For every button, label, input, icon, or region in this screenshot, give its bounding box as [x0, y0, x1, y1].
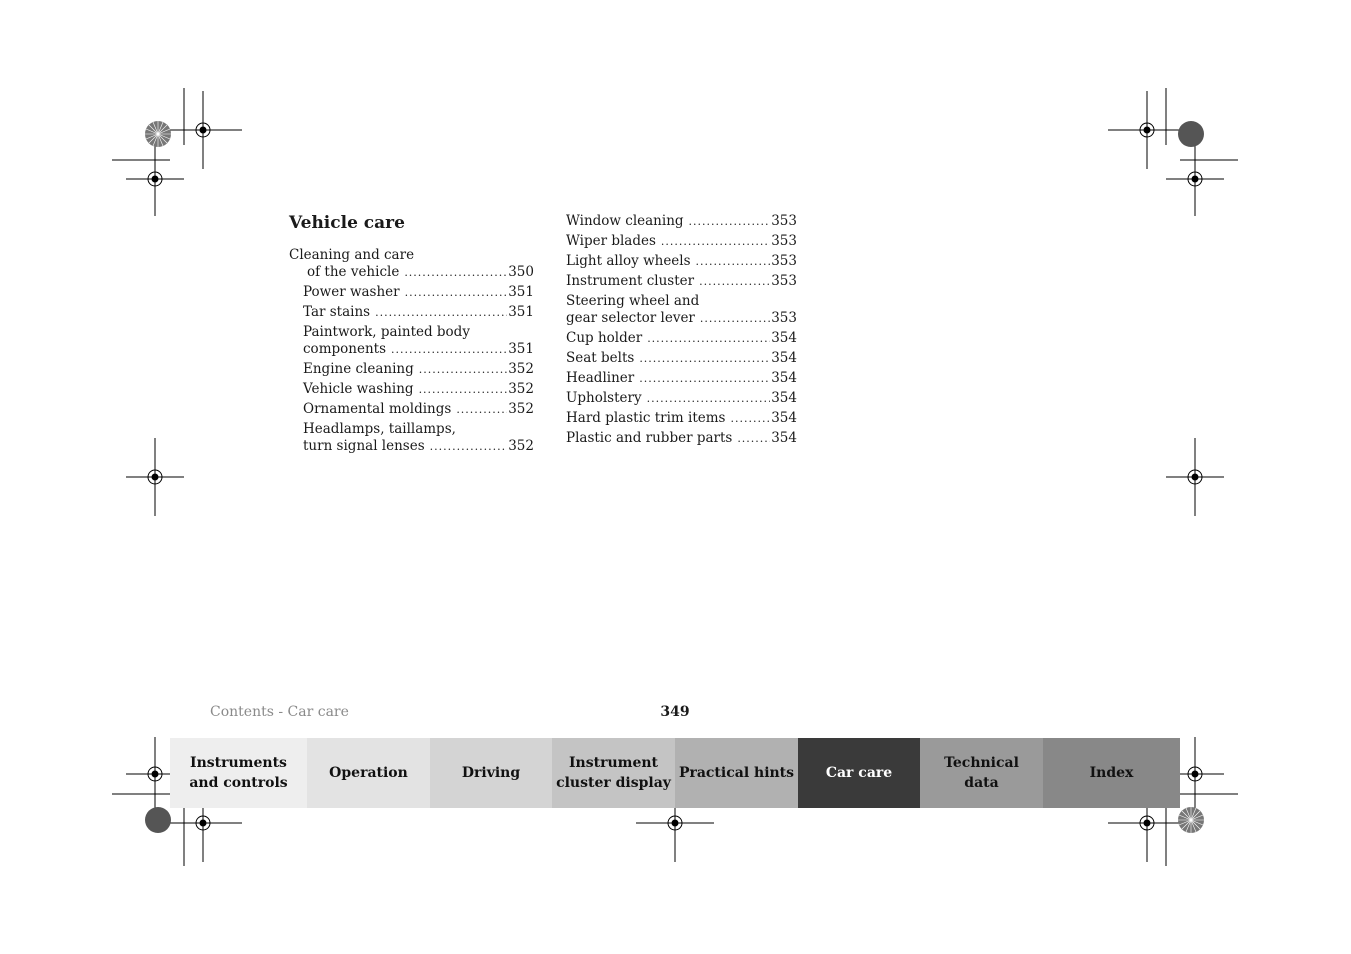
toc-entry-page: 351: [508, 284, 534, 300]
tab-operation[interactable]: [307, 738, 430, 808]
chapter-tabs: [170, 738, 1180, 808]
toc-entry-page: 353: [771, 310, 797, 326]
toc-entry[interactable]: [289, 421, 534, 455]
toc-entry-page: 352: [508, 401, 534, 417]
tab-label: Car care: [825, 765, 893, 781]
dot-leader: [419, 361, 507, 378]
toc-entry-text: components: [303, 341, 386, 357]
toc-entry[interactable]: [289, 401, 534, 418]
tab-instrument-cluster-display[interactable]: [552, 738, 675, 808]
toc-entry[interactable]: [566, 213, 797, 230]
toc-entry-page: 354: [771, 350, 797, 366]
toc-entry-page: 354: [771, 410, 797, 426]
dot-leader: [456, 401, 507, 418]
toc-entry-text: Upholstery: [566, 390, 642, 406]
toc-column-1: [289, 247, 534, 458]
dot-leader: [375, 304, 507, 321]
toc-entry[interactable]: [566, 233, 797, 250]
toc-entry-text: Vehicle washing: [303, 381, 414, 397]
dot-leader: [661, 233, 770, 250]
toc-entry[interactable]: [566, 350, 797, 367]
toc-entry-text: of the vehicle: [307, 264, 400, 280]
toc-entry-lead: Headlamps, taillamps,: [303, 421, 456, 437]
toc-entry-text: Power washer: [303, 284, 400, 300]
dot-leader: [430, 438, 508, 455]
toc-entry-page: 353: [771, 213, 797, 229]
tab-instruments-and-controls[interactable]: [170, 738, 307, 808]
toc-entry-page: 354: [771, 370, 797, 386]
toc-entry-page: 353: [771, 253, 797, 269]
tab-label: Driving: [461, 765, 521, 781]
toc-entry-text: Light alloy wheels: [566, 253, 691, 269]
toc-entry[interactable]: [566, 253, 797, 270]
toc-entry[interactable]: [566, 410, 797, 427]
tab-index[interactable]: [1043, 738, 1180, 808]
toc-entry[interactable]: [289, 284, 534, 301]
dot-leader: [419, 381, 508, 398]
toc-entry[interactable]: [566, 430, 797, 447]
toc-entry[interactable]: [566, 293, 797, 327]
toc-entry[interactable]: [566, 273, 797, 290]
tab-label: Technical data: [944, 755, 1019, 791]
toc-entry[interactable]: [289, 361, 534, 378]
toc-entry[interactable]: [289, 304, 534, 321]
toc-entry-text: Plastic and rubber parts: [566, 430, 733, 446]
toc-entry-page: 354: [771, 430, 797, 446]
toc-entry[interactable]: [566, 370, 797, 387]
tab-car-care[interactable]: [798, 738, 920, 808]
toc-entry[interactable]: [566, 330, 797, 347]
toc-entry-text: Ornamental moldings: [303, 401, 452, 417]
dot-leader: [699, 273, 770, 290]
footer-section-label: Contents - Car care: [210, 704, 349, 720]
dot-leader: [405, 284, 508, 301]
toc-entry-page: 352: [508, 361, 534, 377]
toc-entry-lead: Cleaning and care: [289, 247, 415, 263]
dot-leader: [391, 341, 507, 358]
toc-entry-page: 352: [508, 381, 534, 397]
page-number: 349: [660, 704, 690, 720]
toc-entry-page: 354: [771, 330, 797, 346]
toc-entry-text: Window cleaning: [566, 213, 684, 229]
toc-entry-page: 353: [771, 233, 797, 249]
dot-leader: [700, 310, 770, 327]
toc-entry-text: Seat belts: [566, 350, 635, 366]
toc-entry-text: Tar stains: [303, 304, 371, 320]
tab-label: Instruments and controls: [189, 755, 288, 791]
toc-entry-page: 351: [508, 304, 534, 320]
dot-leader: [689, 213, 771, 230]
dot-leader: [737, 430, 770, 447]
toc-column-2: [566, 213, 797, 450]
toc-entry-text: Wiper blades: [566, 233, 656, 249]
toc-entry-page: 352: [508, 438, 534, 454]
toc-entry-text: Hard plastic trim items: [566, 410, 726, 426]
toc-entry-text: Headliner: [566, 370, 635, 386]
toc-entry[interactable]: [289, 247, 534, 281]
dot-leader: [696, 253, 771, 270]
tab-label: Practical hints: [678, 765, 795, 781]
toc-entry-page: 354: [771, 390, 797, 406]
tab-practical-hints[interactable]: [675, 738, 798, 808]
tab-label: Operation: [329, 765, 408, 781]
dot-leader: [639, 370, 770, 387]
toc-entry-text: turn signal lenses: [303, 438, 425, 454]
dot-leader: [647, 390, 771, 407]
dot-leader: [404, 264, 507, 281]
dot-leader: [647, 330, 770, 347]
tab-label: Index: [1089, 765, 1134, 781]
toc-entry-text: Cup holder: [566, 330, 643, 346]
toc-entry-text: gear selector lever: [566, 310, 695, 326]
section-title: Vehicle care: [289, 213, 405, 233]
dot-leader: [639, 350, 770, 367]
toc-entry[interactable]: [566, 390, 797, 407]
toc-entry-text: Instrument cluster: [566, 273, 695, 289]
tab-driving[interactable]: [430, 738, 552, 808]
tab-technical-data[interactable]: [920, 738, 1043, 808]
toc-entry-lead: Steering wheel and: [566, 293, 700, 309]
toc-entry-lead: Paintwork, painted body: [303, 324, 470, 340]
toc-entry-page: 350: [508, 264, 534, 280]
toc-entry-page: 351: [508, 341, 534, 357]
dot-leader: [731, 410, 771, 427]
toc-entry-page: 353: [771, 273, 797, 289]
toc-entry[interactable]: [289, 381, 534, 398]
toc-entry-text: Engine cleaning: [303, 361, 414, 377]
tab-label: Instrument cluster display: [556, 755, 671, 791]
toc-entry[interactable]: [289, 324, 534, 358]
